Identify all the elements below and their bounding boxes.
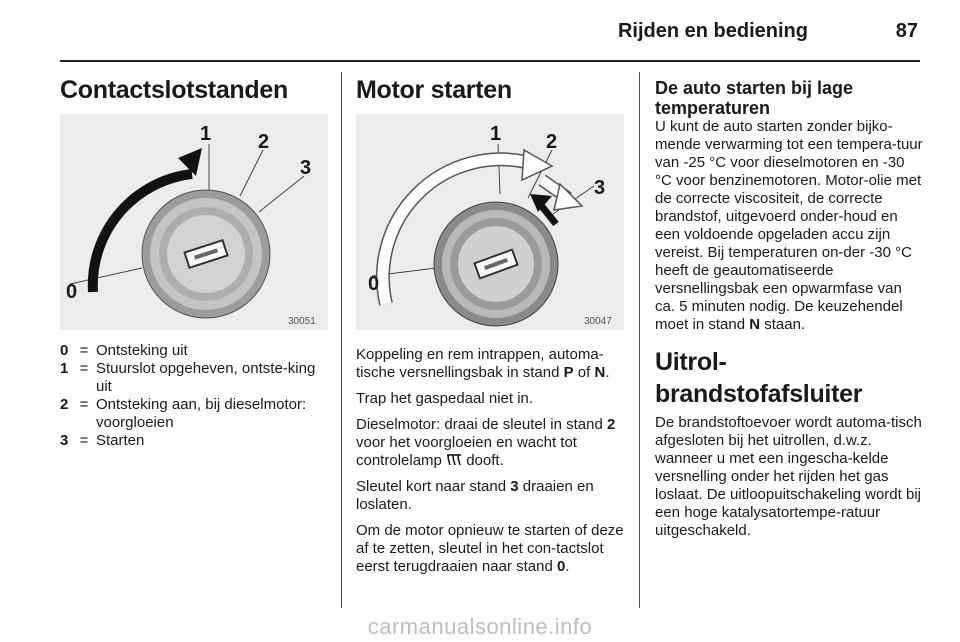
- legend-equals: =: [79, 360, 89, 377]
- bold-run: 0: [556, 558, 566, 575]
- figure-label: 3: [300, 157, 312, 179]
- legend-text: Stuurslot opgeheven, ontste-king uit: [96, 360, 316, 395]
- heading-cold-start: De auto starten bij lage temperaturen: [655, 78, 854, 118]
- ignition-switch-illustration: [60, 114, 328, 330]
- legend-item: [60, 360, 328, 396]
- figure-label: 3: [594, 177, 606, 199]
- paragraph: [356, 478, 624, 514]
- paragraph: [655, 118, 923, 334]
- legend-item: [60, 396, 328, 432]
- text-run: .: [565, 558, 570, 575]
- glow-plug-icon: [446, 453, 462, 467]
- text-run: .: [605, 364, 610, 381]
- legend-text: Ontsteking uit: [96, 342, 188, 359]
- watermark: carmanualsonline.info: [367, 614, 593, 639]
- bold-run: 3: [510, 478, 519, 495]
- bold-run: N: [749, 316, 761, 333]
- legend-text: Ontsteking aan, bij dieselmotor: voorgloeien: [96, 396, 307, 431]
- text-run: Sleutel kort naar stand: [356, 478, 511, 495]
- text-run: Dieselmotor: draai de sleutel in stand: [356, 416, 607, 433]
- legend-number: 3: [60, 432, 69, 449]
- heading-motor-start: Motor starten: [356, 76, 512, 104]
- text-run: staan.: [760, 316, 806, 333]
- text-run: draaien en loslaten.: [356, 478, 594, 513]
- heading-ignition-positions: Contactslotstanden: [60, 76, 288, 104]
- figure-label: 1: [200, 123, 212, 145]
- column-cold-start: [655, 74, 923, 548]
- ignition-legend: [60, 342, 328, 450]
- text-run: U kunt de auto starten zonder bijko-mende verwarming tot een tempera-tuur van -25 °C voor dieselmotoren en -30 °C voor benzinemotoren. Motor-olie met de correcte viscositeit, de correcte brandstof, uitgevoerd onder-houd en een voldoende opgeladen accu zijn vereist. Bij temperaturen on-der -30 °C heeft de geautomatiseerde versnellingsbak een opwarmfase van ca. 5 minuten nodig. De keuzehendel moet in stand: [655, 118, 923, 333]
- figure-label: 0: [66, 281, 78, 303]
- bold-run: N: [594, 364, 606, 381]
- figure-label: 1: [490, 123, 502, 145]
- text-run: of: [573, 364, 595, 381]
- paragraph: Trap het gaspedaal niet in.: [356, 390, 534, 407]
- column-motor-start: [356, 74, 624, 584]
- text-run: Om de motor opnieuw te starten of deze af te zetten, sleutel in het con-tactslot eerst terugdraaien naar stand: [356, 522, 624, 575]
- legend-item: [60, 342, 328, 360]
- legend-item: [60, 432, 328, 450]
- legend-text: Starten: [96, 432, 145, 449]
- figure-label: 2: [258, 131, 270, 153]
- text-run: dooft.: [462, 452, 504, 469]
- paragraph: De brandstoftoevoer wordt automa-tisch afgesloten bij het uitrollen, d.w.z. wanneer u met een ingescha-kelde versnelling onder het rijden het gas loslaat. De uitloopuitschakeling wordt bij een hoge katalysatortempe-ratuur uitgeschakeld.: [655, 414, 922, 539]
- column-divider: [341, 72, 342, 608]
- column-ignition-positions: [60, 74, 328, 450]
- ignition-figure: [60, 114, 328, 330]
- bold-run: 2: [606, 416, 616, 433]
- start-figure: [356, 114, 624, 330]
- paragraph: [356, 346, 624, 382]
- figure-label: 0: [368, 273, 380, 295]
- section-title: Rijden en bediening: [617, 20, 808, 42]
- figure-code: 30051: [288, 316, 316, 327]
- text-run: Koppeling en rem intrappen, automa-tische versnellingsbak in stand: [356, 346, 604, 381]
- figure-label: 2: [546, 131, 558, 153]
- start-switch-illustration: [356, 114, 624, 330]
- legend-equals: =: [79, 396, 89, 413]
- bold-run: P: [563, 364, 574, 381]
- legend-equals: =: [79, 342, 89, 359]
- text-run: voor het voorgloeien en wacht tot controlelamp: [356, 434, 577, 469]
- column-divider: [639, 72, 640, 608]
- legend-number: 2: [60, 396, 69, 413]
- paragraph: [356, 522, 624, 576]
- legend-number: 0: [60, 342, 69, 359]
- legend-number: 1: [60, 360, 69, 377]
- figure-code: 30047: [584, 316, 612, 327]
- paragraph: [356, 416, 624, 470]
- legend-equals: =: [79, 432, 89, 449]
- header-rule: [60, 60, 920, 62]
- heading-fuel-cutoff: Uitrol-brandstofafsluiter: [655, 348, 863, 408]
- start-instructions: [356, 346, 624, 576]
- page-number: 87: [895, 20, 918, 42]
- page-header: [60, 14, 920, 58]
